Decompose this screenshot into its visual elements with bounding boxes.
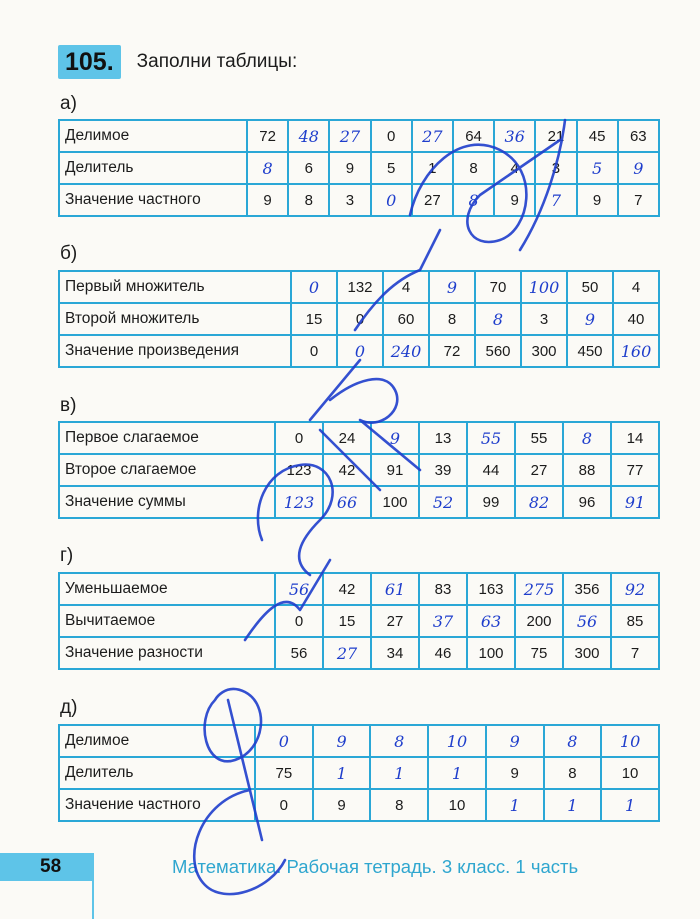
printed-value-cell: 72 xyxy=(247,120,288,152)
row-label: Уменьшаемое xyxy=(59,573,275,605)
handwritten-answer-cell: 1 xyxy=(486,789,544,821)
row-label: Второе слагаемое xyxy=(59,454,275,486)
table-row xyxy=(59,335,659,367)
printed-value-cell: 27 xyxy=(371,605,419,637)
printed-value-cell: 50 xyxy=(567,271,613,303)
handwritten-answer-cell: 0 xyxy=(255,725,313,757)
table-row xyxy=(59,725,659,757)
table-a xyxy=(58,119,660,217)
printed-value-cell: 132 xyxy=(337,271,383,303)
section-label-g: г) xyxy=(60,545,74,566)
handwritten-answer-cell: 8 xyxy=(247,152,288,184)
printed-value-cell: 64 xyxy=(453,120,494,152)
printed-value-cell: 10 xyxy=(428,789,486,821)
printed-value-cell: 163 xyxy=(467,573,515,605)
printed-value-cell: 560 xyxy=(475,335,521,367)
handwritten-answer-cell: 56 xyxy=(563,605,611,637)
printed-value-cell: 300 xyxy=(521,335,567,367)
printed-value-cell: 9 xyxy=(486,757,544,789)
handwritten-answer-cell: 36 xyxy=(494,120,535,152)
row-label: Первый множитель xyxy=(59,271,291,303)
row-label: Делитель xyxy=(59,152,247,184)
printed-value-cell: 27 xyxy=(412,184,453,216)
row-label: Делимое xyxy=(59,725,255,757)
table-g xyxy=(58,572,660,670)
handwritten-answer-cell: 55 xyxy=(467,422,515,454)
row-label: Значение частного xyxy=(59,789,255,821)
row-label: Первое слагаемое xyxy=(59,422,275,454)
printed-value-cell: 10 xyxy=(601,757,659,789)
printed-value-cell: 3 xyxy=(521,303,567,335)
printed-value-cell: 4 xyxy=(494,152,535,184)
handwritten-answer-cell: 0 xyxy=(337,335,383,367)
printed-value-cell: 450 xyxy=(567,335,613,367)
row-label: Значение суммы xyxy=(59,486,275,518)
handwritten-answer-cell: 9 xyxy=(371,422,419,454)
handwritten-answer-cell: 1 xyxy=(313,757,371,789)
printed-value-cell: 24 xyxy=(323,422,371,454)
footer-margin-line xyxy=(92,853,94,919)
printed-value-cell: 40 xyxy=(613,303,659,335)
handwritten-answer-cell: 66 xyxy=(323,486,371,518)
handwritten-answer-cell: 160 xyxy=(613,335,659,367)
printed-value-cell: 96 xyxy=(563,486,611,518)
printed-value-cell: 100 xyxy=(467,637,515,669)
handwritten-answer-cell: 0 xyxy=(291,271,337,303)
printed-value-cell: 63 xyxy=(618,120,659,152)
printed-value-cell: 56 xyxy=(275,637,323,669)
printed-value-cell: 0 xyxy=(255,789,313,821)
printed-value-cell: 6 xyxy=(288,152,329,184)
handwritten-answer-cell: 8 xyxy=(544,725,602,757)
printed-value-cell: 91 xyxy=(371,454,419,486)
printed-value-cell: 14 xyxy=(611,422,659,454)
handwritten-answer-cell: 63 xyxy=(467,605,515,637)
row-label: Второй множитель xyxy=(59,303,291,335)
handwritten-answer-cell: 9 xyxy=(313,725,371,757)
handwritten-answer-cell: 61 xyxy=(371,573,419,605)
printed-value-cell: 4 xyxy=(613,271,659,303)
row-label: Значение разности xyxy=(59,637,275,669)
printed-value-cell: 55 xyxy=(515,422,563,454)
printed-value-cell: 72 xyxy=(429,335,475,367)
printed-value-cell: 44 xyxy=(467,454,515,486)
row-label: Значение частного xyxy=(59,184,247,216)
printed-value-cell: 88 xyxy=(563,454,611,486)
printed-value-cell: 0 xyxy=(275,422,323,454)
printed-value-cell: 9 xyxy=(577,184,618,216)
handwritten-answer-cell: 9 xyxy=(429,271,475,303)
printed-value-cell: 9 xyxy=(247,184,288,216)
table-row xyxy=(59,454,659,486)
printed-value-cell: 300 xyxy=(563,637,611,669)
exercise-instruction: Заполни таблицы: xyxy=(136,51,298,72)
printed-value-cell: 8 xyxy=(453,152,494,184)
table-row xyxy=(59,422,659,454)
handwritten-answer-cell: 8 xyxy=(453,184,494,216)
printed-value-cell: 0 xyxy=(291,335,337,367)
handwritten-answer-cell: 91 xyxy=(611,486,659,518)
printed-value-cell: 0 xyxy=(275,605,323,637)
table-row xyxy=(59,271,659,303)
printed-value-cell: 15 xyxy=(323,605,371,637)
printed-value-cell: 60 xyxy=(383,303,429,335)
printed-value-cell: 4 xyxy=(383,271,429,303)
printed-value-cell: 3 xyxy=(535,152,576,184)
printed-value-cell: 99 xyxy=(467,486,515,518)
handwritten-answer-cell: 8 xyxy=(563,422,611,454)
table-row xyxy=(59,637,659,669)
handwritten-answer-cell: 52 xyxy=(419,486,467,518)
table-v xyxy=(58,421,660,519)
printed-value-cell: 70 xyxy=(475,271,521,303)
printed-value-cell: 8 xyxy=(288,184,329,216)
printed-value-cell: 46 xyxy=(419,637,467,669)
printed-value-cell: 9 xyxy=(494,184,535,216)
handwritten-answer-cell: 240 xyxy=(383,335,429,367)
footer xyxy=(0,853,700,881)
footer-caption: Математика. Рабочая тетрадь. 3 класс. 1 часть xyxy=(172,856,579,877)
row-label: Вычитаемое xyxy=(59,605,275,637)
handwritten-answer-cell: 37 xyxy=(419,605,467,637)
handwritten-answer-cell: 27 xyxy=(323,637,371,669)
handwritten-answer-cell: 7 xyxy=(535,184,576,216)
printed-value-cell: 0 xyxy=(371,120,412,152)
printed-value-cell: 39 xyxy=(419,454,467,486)
handwritten-answer-cell: 0 xyxy=(371,184,412,216)
handwritten-answer-cell: 56 xyxy=(275,573,323,605)
row-label: Делитель xyxy=(59,757,255,789)
printed-value-cell: 5 xyxy=(371,152,412,184)
table-row xyxy=(59,120,659,152)
printed-value-cell: 75 xyxy=(255,757,313,789)
handwritten-answer-cell: 5 xyxy=(577,152,618,184)
handwritten-answer-cell: 10 xyxy=(428,725,486,757)
printed-value-cell: 15 xyxy=(291,303,337,335)
table-row xyxy=(59,184,659,216)
printed-value-cell: 45 xyxy=(577,120,618,152)
handwritten-answer-cell: 8 xyxy=(475,303,521,335)
printed-value-cell: 34 xyxy=(371,637,419,669)
handwritten-answer-cell: 1 xyxy=(544,789,602,821)
table-row xyxy=(59,303,659,335)
printed-value-cell: 8 xyxy=(370,789,428,821)
printed-value-cell: 75 xyxy=(515,637,563,669)
printed-value-cell: 7 xyxy=(618,184,659,216)
handwritten-answer-cell: 9 xyxy=(567,303,613,335)
handwritten-answer-cell: 100 xyxy=(521,271,567,303)
table-row xyxy=(59,605,659,637)
handwritten-answer-cell: 1 xyxy=(601,789,659,821)
handwritten-answer-cell: 1 xyxy=(428,757,486,789)
handwritten-answer-cell: 1 xyxy=(370,757,428,789)
handwritten-answer-cell: 48 xyxy=(288,120,329,152)
table-row xyxy=(59,152,659,184)
row-label: Значение произведения xyxy=(59,335,291,367)
printed-value-cell: 21 xyxy=(535,120,576,152)
printed-value-cell: 13 xyxy=(419,422,467,454)
printed-value-cell: 27 xyxy=(515,454,563,486)
printed-value-cell: 42 xyxy=(323,573,371,605)
printed-value-cell: 8 xyxy=(544,757,602,789)
handwritten-answer-cell: 275 xyxy=(515,573,563,605)
printed-value-cell: 100 xyxy=(371,486,419,518)
printed-value-cell: 1 xyxy=(412,152,453,184)
printed-value-cell: 85 xyxy=(611,605,659,637)
table-row xyxy=(59,789,659,821)
printed-value-cell: 200 xyxy=(515,605,563,637)
table-row xyxy=(59,486,659,518)
section-label-a: а) xyxy=(60,93,77,114)
printed-value-cell: 3 xyxy=(329,184,370,216)
printed-value-cell: 7 xyxy=(611,637,659,669)
printed-value-cell: 9 xyxy=(313,789,371,821)
printed-value-cell: 42 xyxy=(323,454,371,486)
section-label-b: б) xyxy=(60,243,78,264)
exercise-number: 105. xyxy=(58,45,121,79)
table-d xyxy=(58,724,660,822)
printed-value-cell: 0 xyxy=(337,303,383,335)
handwritten-answer-cell: 27 xyxy=(412,120,453,152)
printed-value-cell: 356 xyxy=(563,573,611,605)
section-label-v: в) xyxy=(60,395,77,416)
handwritten-answer-cell: 9 xyxy=(618,152,659,184)
handwritten-answer-cell: 82 xyxy=(515,486,563,518)
exercise-header xyxy=(58,44,297,80)
handwritten-answer-cell: 27 xyxy=(329,120,370,152)
handwritten-answer-cell: 123 xyxy=(275,486,323,518)
table-b xyxy=(58,270,660,368)
handwritten-answer-cell: 9 xyxy=(486,725,544,757)
table-row xyxy=(59,757,659,789)
printed-value-cell: 8 xyxy=(429,303,475,335)
table-row xyxy=(59,573,659,605)
printed-value-cell: 9 xyxy=(329,152,370,184)
handwritten-answer-cell: 8 xyxy=(370,725,428,757)
handwritten-answer-cell: 10 xyxy=(601,725,659,757)
handwritten-answer-cell: 92 xyxy=(611,573,659,605)
row-label: Делимое xyxy=(59,120,247,152)
section-label-d: д) xyxy=(60,697,78,718)
page-number: 58 xyxy=(40,856,62,877)
printed-value-cell: 83 xyxy=(419,573,467,605)
printed-value-cell: 123 xyxy=(275,454,323,486)
printed-value-cell: 77 xyxy=(611,454,659,486)
